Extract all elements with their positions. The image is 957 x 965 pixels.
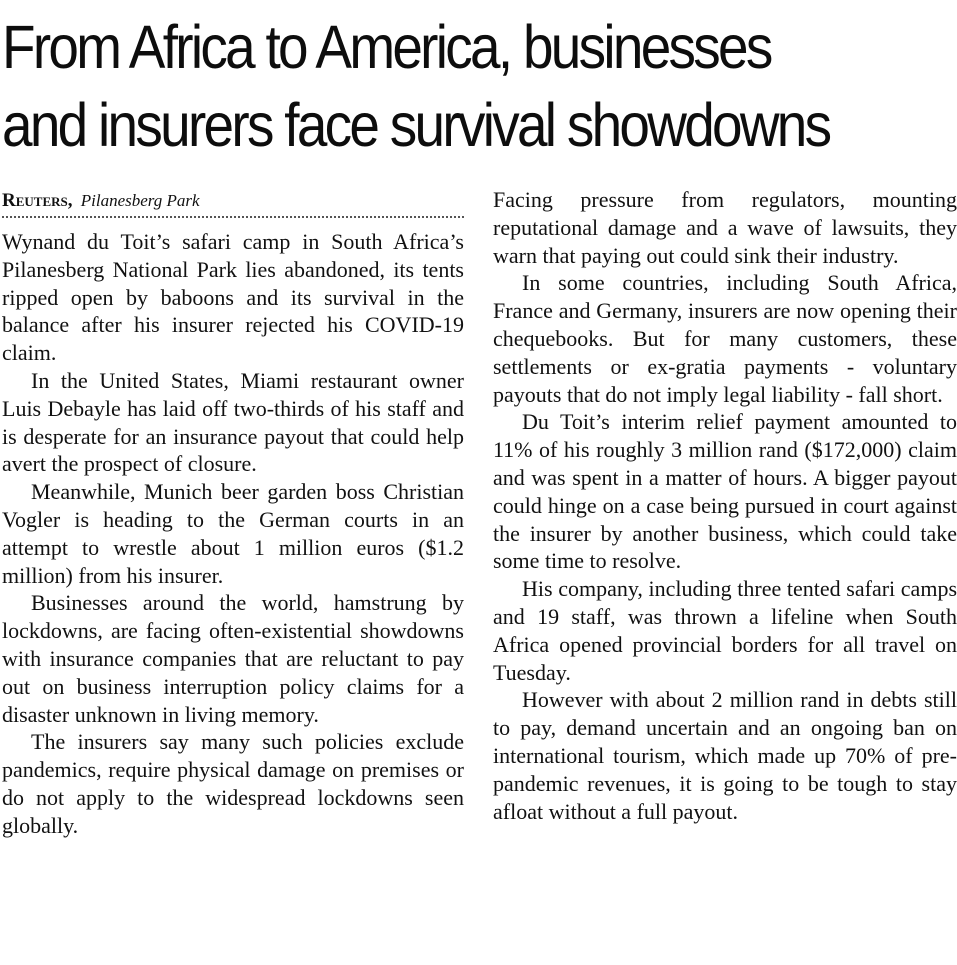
paragraph-5: The insurers say many such policies exclude pandemics, require physical damage on premises or do not apply to the widespread lockdowns seen globally. [2, 729, 464, 838]
paragraph-8: Du Toit’s interim relief payment amounted to 11% of his roughly 3 million rand ($172,000) claim and was spent in a matter of hours. A bigger payout could hinge on a case being pursued in court against the insurer by another business, which could take some time to resolve. [493, 409, 957, 574]
paragraph-9: His company, including three tented safari camps and 19 staff, was thrown a lifeline when South Africa opened provincial borders for all travel on Tuesday. [493, 576, 957, 685]
right-column [493, 186, 957, 825]
byline [2, 188, 464, 218]
byline-agency: Reuters, [2, 190, 73, 211]
paragraph-1: Wynand du Toit’s safari camp in South Africa’s Pilanesberg National Park lies abandoned, its tents ripped open by baboons and its survival in the balance after his insurer rejected his COVID-19 claim. [2, 229, 464, 366]
paragraph-7: In some countries, including South Africa, France and Germany, insurers are now opening their chequebooks. But for many customers, these settlements or ex-gratia payments - voluntary payouts that do not imply legal liability - fall short. [493, 270, 957, 407]
paragraph-3: Meanwhile, Munich beer garden boss Christian Vogler is heading to the German courts in an attempt to wrestle about 1 million euros ($1.2 million) from his insurer. [2, 479, 464, 588]
left-column [2, 188, 464, 840]
headline [2, 8, 857, 164]
paragraph-2: In the United States, Miami restaurant owner Luis Debayle has laid off two-thirds of his staff and is desperate for an insurance payout that could help avert the prospect of closure. [2, 367, 464, 477]
headline-line-2: and insurers face survival showdowns [2, 91, 830, 159]
paragraph-10: However with about 2 million rand in debts still to pay, demand uncertain and an ongoing ban on international tourism, which made up 70% of pre-pandemic revenues, it is going to be tough to stay afloat without a full payout. [493, 687, 957, 824]
byline-location: Pilanesberg Park [80, 191, 200, 210]
headline-line-1: From Africa to America, businesses [2, 13, 771, 81]
paragraph-6: Facing pressure from regulators, mounting reputational damage and a wave of lawsuits, they warn that paying out could sink their industry. [493, 187, 957, 268]
paragraph-4: Businesses around the world, hamstrung by lockdowns, are facing often-existential showdowns with insurance companies that are reluctant to pay out on business interruption policy claims for a disaster unknown in living memory. [2, 590, 464, 727]
